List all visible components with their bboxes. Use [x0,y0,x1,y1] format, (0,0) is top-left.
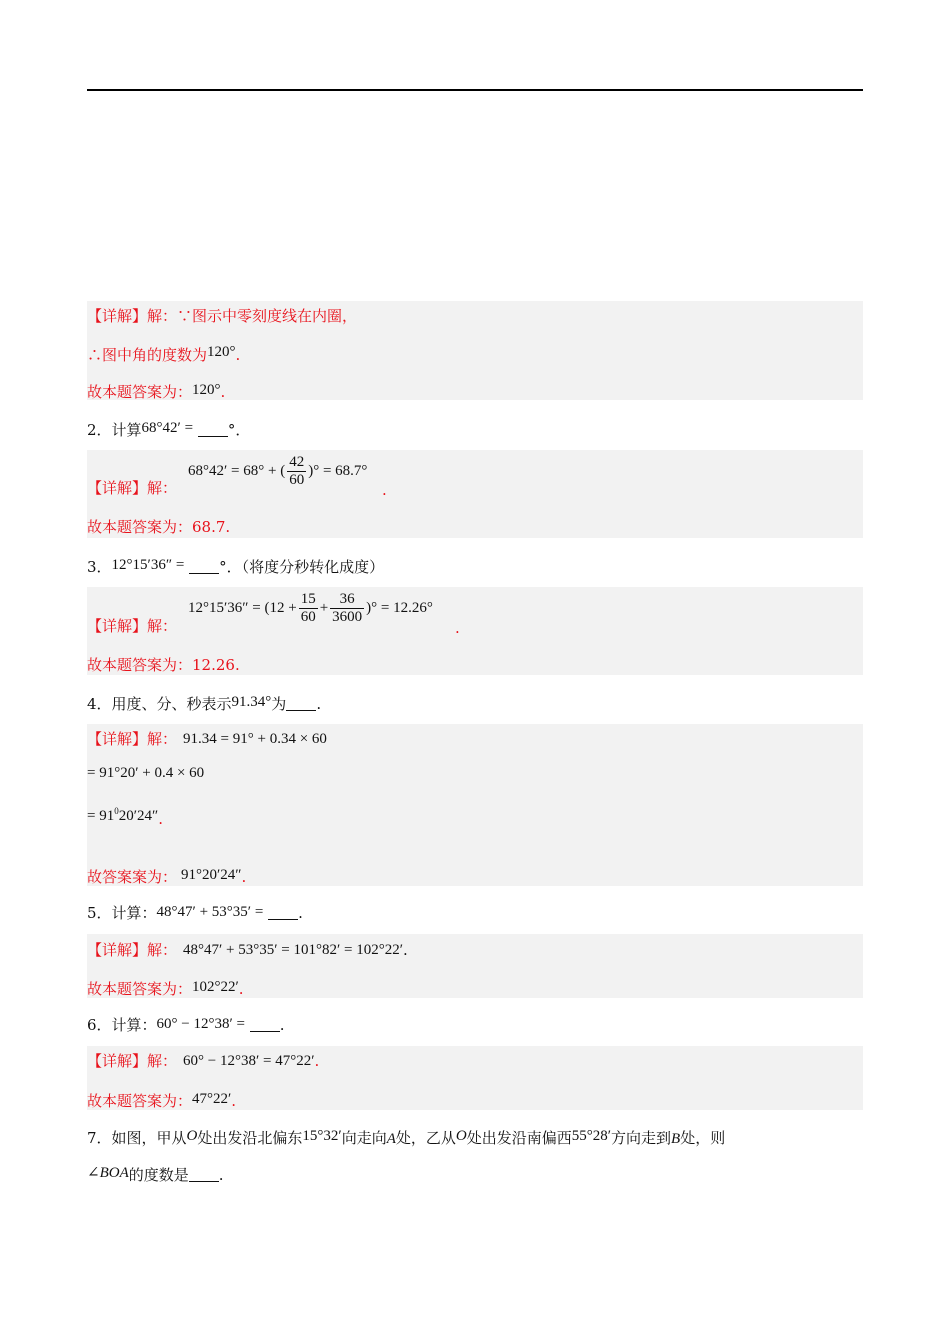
question-2: 2．计算68°42′ = °． [87,420,251,439]
math-expression: 12°15′36″ = (12 + $\frac{15}{60}$ + $\frac{36}{3600}$ )° = 12.26° [188,591,433,625]
fraction: $\frac{36}{3600}$ [332,591,363,625]
question-6: 6．计算：60° − 12°38′ = . [87,1016,285,1034]
answer-line: 故本题答案为：47°22′. [87,1091,237,1110]
math-expression: 68°42′ = 68° + ( $\frac{42}{60}$ )° = 68.7° [188,454,368,488]
header-rule [87,89,863,91]
detail-label: 【详解】 [87,941,148,959]
answer-line: 故本题答案为：102°22′. [87,979,244,998]
solution-line: 【详解】解： [87,479,178,497]
answer-blank [189,559,219,574]
question-7-cont: ∠BOA的度数是 . [87,1165,224,1184]
solution-line: 【详解】解： 91.34 = 91° + 0.34 × 60 [87,730,327,748]
fraction: $\frac{42}{60}$ [289,454,305,488]
answer-line: 故答案案为： 91°20′24″. [87,867,247,886]
math-line: = $91^020'24''$. [87,806,164,828]
solution-line: 【详解】解：∵图示中零刻度线在内圈， [87,307,358,325]
question-7: 7．如图，甲从O处出发沿北偏东15°32′向走向A处，乙从O处出发沿南偏西55°28′方向走到B处，则 [87,1128,726,1147]
math-line: = 91°20′ + 0.4 × 60 [87,765,205,781]
question-4: 4．用度、分、秒表示91.34°为 . [87,694,322,713]
detail-label: 【详解】 [87,617,148,635]
answer-line: 故本题答案为：120°. [87,382,226,401]
answer-blank [198,422,228,437]
answer-line: 故本题答案为：68.7. [87,518,231,536]
answer-blank [286,696,316,711]
solution-line: 【详解】解： 48°47′ + 53°35′ = 101°82′ = 102°22′. [87,941,408,959]
solution-line: ∴图中角的度数为120°. [87,344,241,364]
answer-blank [250,1017,280,1032]
detail-label: 【详解】 [87,307,148,325]
answer-line: 故本题答案为：12.26. [87,656,240,674]
answer-blank [189,1167,219,1182]
punct: . [382,481,387,499]
solution-line: 【详解】解： [87,617,178,635]
question-3: 3．12°15′36″ = °．（将度分秒转化成度） [87,557,385,576]
fraction: $\frac{15}{60}$ [300,591,316,625]
detail-label: 【详解】 [87,1052,148,1070]
detail-label: 【详解】 [87,479,148,497]
question-5: 5．计算：48°47′ + 53°35′ = . [87,904,303,922]
detail-label: 【详解】 [87,730,148,748]
answer-blank [268,905,298,920]
punct: . [455,619,460,637]
solution-line: 【详解】解： 60° − 12°38′ = 47°22′. [87,1052,320,1070]
